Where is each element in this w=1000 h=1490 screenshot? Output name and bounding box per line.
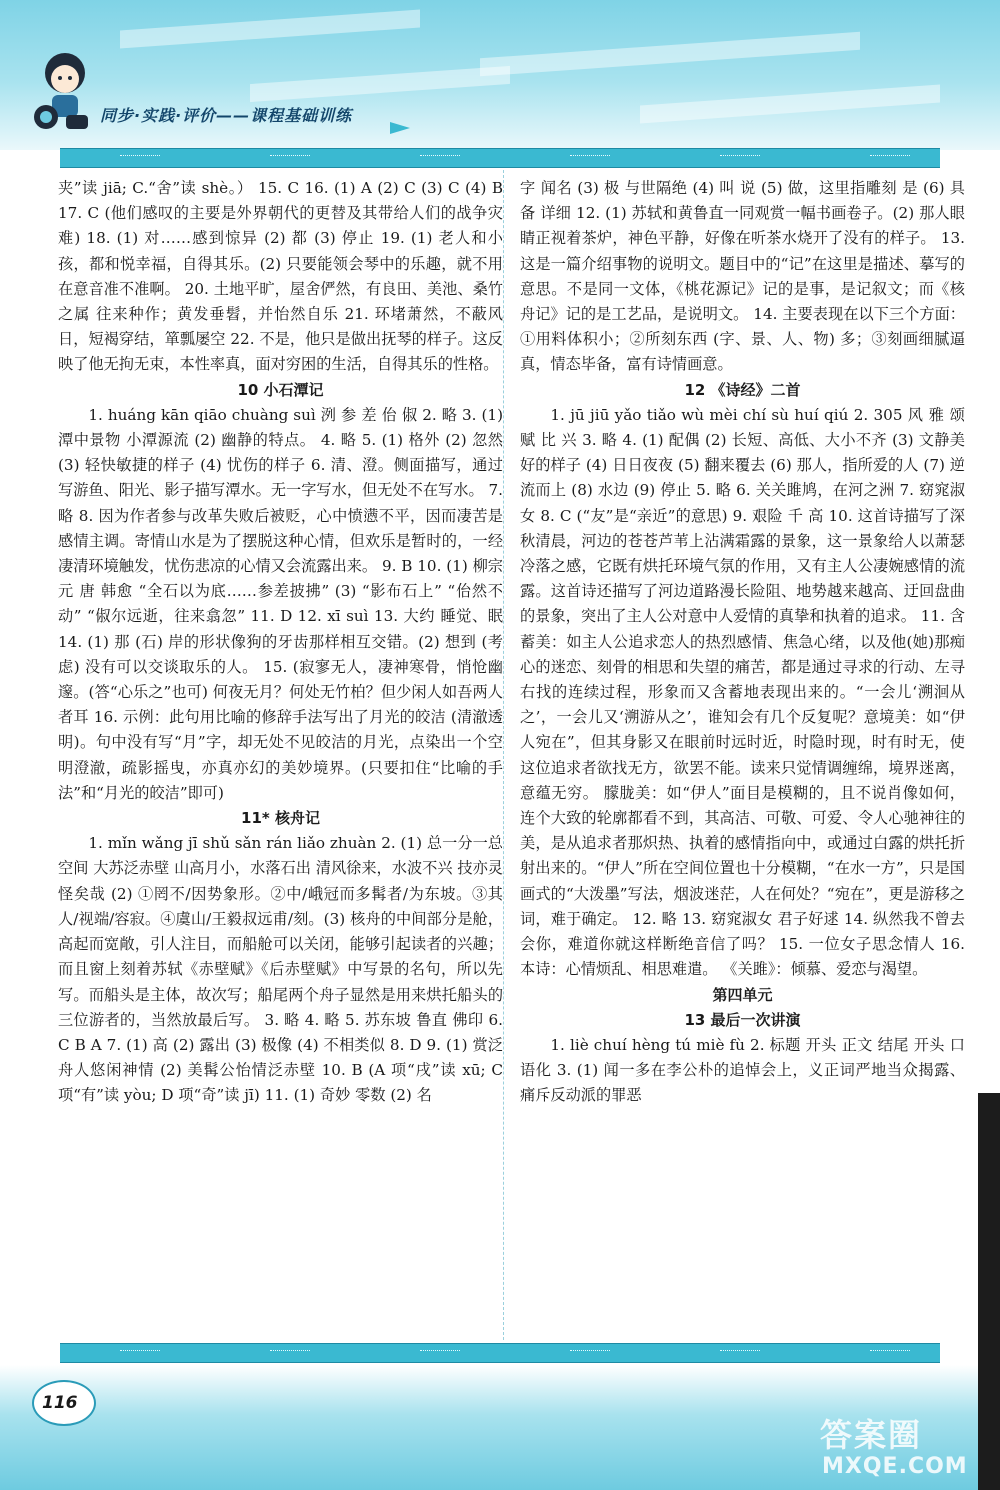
- answer-paragraph: 夹”读 jiā; C.“舍”读 shè。） 15. C 16. (1) A (2) C (3) C (4) B 17. C (他们感叹的主要是外界朝代的更替及其带给人们的战争灾难) 18. (1) 对……感到惊异 (2) 都 (3) 停止 19. (1) 老人和小孩，都和悦幸福，自得其乐。(2) 只要能领会琴中的乐趣，就不用在意音准不准啊。 20. 土地平旷，屋舍俨然，有良田、美池、桑竹之属 往来种作；黄发垂髫，并怡然自乐 21. 环堵萧然，不蔽风日，短褐穿结，箪瓢屡空 22. 不是，他只是做出抚琴的样子。这反映了他无拘无束，本性率真，面对穷困的生活，自得其乐的性格。: [58, 179, 503, 374]
- band-ornament: [570, 155, 610, 161]
- band-ornament: [270, 1350, 310, 1356]
- band-ornament: [870, 1350, 910, 1356]
- right-answer-column: [520, 176, 965, 1109]
- banner-stripe: [640, 85, 940, 124]
- banner-stripe: [120, 10, 420, 49]
- arrow-icon: [390, 122, 410, 134]
- band-ornament: [720, 155, 760, 161]
- watermark-brand: 答案圈: [820, 1416, 923, 1454]
- page-number: 116: [42, 1393, 78, 1413]
- column-divider: [503, 170, 504, 1340]
- answer-paragraph: 1. mǐn wǎng jī shǔ sǎn rán liǎo zhuàn 2. (1) 总一分一总 空间 大苏泛赤壁 山高月小，水落石出 清风徐来，水波不兴 技亦灵怪矣哉 (2) ①罔不/因势象形。②中/峨冠而多髯者/为东坡。③其人/视端/容寂。④虞山/王毅叔远甫/刻。(3) 核舟的中间部分是舱，高起而宽敞，引人注目，而船舱可以关闭，能够引起读者的兴趣；而且窗上刻着苏轼《赤壁赋》《后赤壁赋》中写景的名句，所以先写。而船头是主体，故次写；船尾两个舟子显然是用来烘托船头的三位游者的，当然放最后写。 3. 略 4. 略 5. 苏东坡 鲁直 佛印 6. C B A 7. (1) 高 (2) 露出 (3) 极像 (4) 不相类似 8. D 9. (1) 赏泛舟人悠闲神情 (2) 美髯公怡情泛赤壁 10. B (A 项“戌”读 xū; C 项“有”读 yòu; D 项“奇”读 jī) 11. (1) 奇妙 零数 (2) 名: [58, 834, 503, 1105]
- answer-paragraph: 1. jū jiū yǎo tiǎo wù mèi chí sù huí qiú 2. 305 风 雅 颂 赋 比 兴 3. 略 4. (1) 配偶 (2) 长短、高低、大小不齐 (3) 文静美好的样子 (4) 日日夜夜 (5) 翻来覆去 (6) 那人，指所爱的人 (7) 逆流而上 (8) 水边 (9) 停止 5. 略 6. 关关雎鸠，在河之洲 7. 窈窕淑女 8. C (“友”是“亲近”的意思) 9. 艰险 千 高 10. 这首诗描写了深秋清晨，河边的苍苍芦苇上沾满霜露的景象，这一景象给人以萧瑟冷落之感，它既有烘托环境气氛的作用，又有主人公凄婉感情的流露。这首诗还描写了河边道路漫长险阻、地势越来越高、迂回盘曲的景象，突出了主人公对意中人爱情的真挚和执着的追求。 11. 含蓄美：如主人公追求恋人的热烈感情、焦急心绪，以及他(她)那痴心的迷恋、刻骨的相思和失望的痛苦，都是通过寻求的行动、左寻右找的连续过程，形象而又含蓄地表现出来的。“一会儿‘溯洄从之’，一会儿又‘溯游从之’，谁知会有几个反复呢？意境美：如“伊人宛在”，但其身影又在眼前时远时近，时隐时现，时有时无，使这位追求者欲找无方，欲罢不能。读来只觉情调缠绵，境界迷离，意蕴无穷。 朦胧美：如“伊人”面目是模糊的，且不说肖像如何，连个大致的轮廓都看不到，其高洁、可敬、可爱、令人心驰神往的美，是从追求者那炽热、执着的感情指向中，或通过白露的烘托折射出来的。“伊人”所在空间位置也十分模糊，“在水一方”，只是国画式的“大泼墨”写法，烟波迷茫，人在何处？“宛在”，更是游移之词，难于确定。 12. 略 13. 窈窕淑女 君子好逑 14. 纵然我不曾去会你，难道你就这样断绝音信了吗？ 15. 一位女子思念情人 16. 本诗：心情烦乱、相思难遣。 《关雎》：倾慕、爱恋与渴望。: [520, 405, 965, 979]
- left-answer-column: [58, 176, 503, 1109]
- band-ornament: [120, 155, 160, 161]
- band-ornament: [420, 1350, 460, 1356]
- band-ornament: [420, 155, 460, 161]
- band-ornament: [570, 1350, 610, 1356]
- watermark-logo: [810, 1410, 985, 1485]
- answer-paragraph: 字 闻名 (3) 极 与世隔绝 (4) 叫 说 (5) 做，这里指雕刻 是 (6) 具备 详细 12. (1) 苏轼和黄鲁直一同观赏一幅书画卷子。(2) 那人眼睛正视着茶炉，神色平静，好像在听茶水烧开了没有的样子。 13. 这是一篇介绍事物的说明文。题目中的“记”在这里是描述、摹写的意思。不是同一文体，《桃花源记》记的是事，是记叙文；而《核舟记》记的是工艺品，是说明文。 14. 主要表现在以下三个方面：①用料体积小；②所刻东西 (字、景、人、物) 多；③刻画细腻逼真，情态毕备，富有诗情画意。: [520, 179, 965, 374]
- section-heading: 11* 核舟记: [241, 809, 320, 828]
- section-heading: 10 小石潭记: [237, 380, 324, 399]
- mascot-illustration: [30, 45, 100, 135]
- watermark-url: MXQE.COM: [822, 1454, 968, 1479]
- answer-paragraph: 1. huáng kān qiāo chuàng suì 洌 参 差 佁 俶 2. 略 3. (1) 潭中景物 小潭源流 (2) 幽静的特点。 4. 略 5. (1) 格外 (2) 忽然 (3) 轻快敏捷的样子 (4) 忧伤的样子 6. 清、澄。侧面描写，通过写游鱼、阳光、影子描写潭水。无一字写水，但无处不在写水。 7. 略 8. 因为作者参与改革失败后被贬，心中愤懑不平，因而凄苦是感情主调。寄情山水是为了摆脱这种心情，但欢乐是暂时的，一经凄清环境触发，忧伤悲凉的心情又会流露出来。 9. B 10. (1) 柳宗元 唐 韩愈 “全石以为底……参差披拂” (3) “影布石上” “佁然不动” “俶尔远逝，往来翕忽” 11. D 12. xī suì 13. 大约 睡觉、眠 14. (1) 那 (石) 岸的形状像狗的牙齿那样相互交错。(2) 想到 (考虑) 没有可以交谈取乐的人。 15. (寂寥无人，凄神寒骨，悄怆幽邃。(答“心乐之”也可) 何夜无月？何处无竹柏？但少闲人如吾两人者耳 16. 示例：此句用比喻的修辞手法写出了月光的皎洁 (清澈透明)。句中没有写“月”字，却无处不见皎洁的月光，点染出一个空明澄澈，疏影摇曳，亦真亦幻的美妙境界。(只要扣住“比喻的手法”和“月光的皎洁”即可): [58, 405, 503, 802]
- band-ornament: [120, 1350, 160, 1356]
- series-title: 同步·实践·评价——课程基础训练: [100, 106, 353, 125]
- footer-decorative-band: [60, 1343, 940, 1363]
- section-heading: 13 最后一次讲演: [684, 1010, 801, 1029]
- band-ornament: [870, 155, 910, 161]
- section-heading: 12 《诗经》二首: [684, 380, 801, 399]
- banner-stripe: [250, 66, 510, 102]
- top-banner: [0, 0, 1000, 150]
- band-ornament: [720, 1350, 760, 1356]
- header-decorative-band: [60, 148, 940, 168]
- section-heading: 第四单元: [712, 985, 773, 1004]
- banner-stripe: [480, 32, 860, 77]
- band-ornament: [270, 155, 310, 161]
- answer-paragraph: 1. liè chuí hèng tú miè fù 2. 标题 开头 正文 结尾 开头 口语化 3. (1) 闻一多在李公朴的追悼会上，义正词严地当众揭露、痛斥反动派的罪恶: [520, 1035, 965, 1105]
